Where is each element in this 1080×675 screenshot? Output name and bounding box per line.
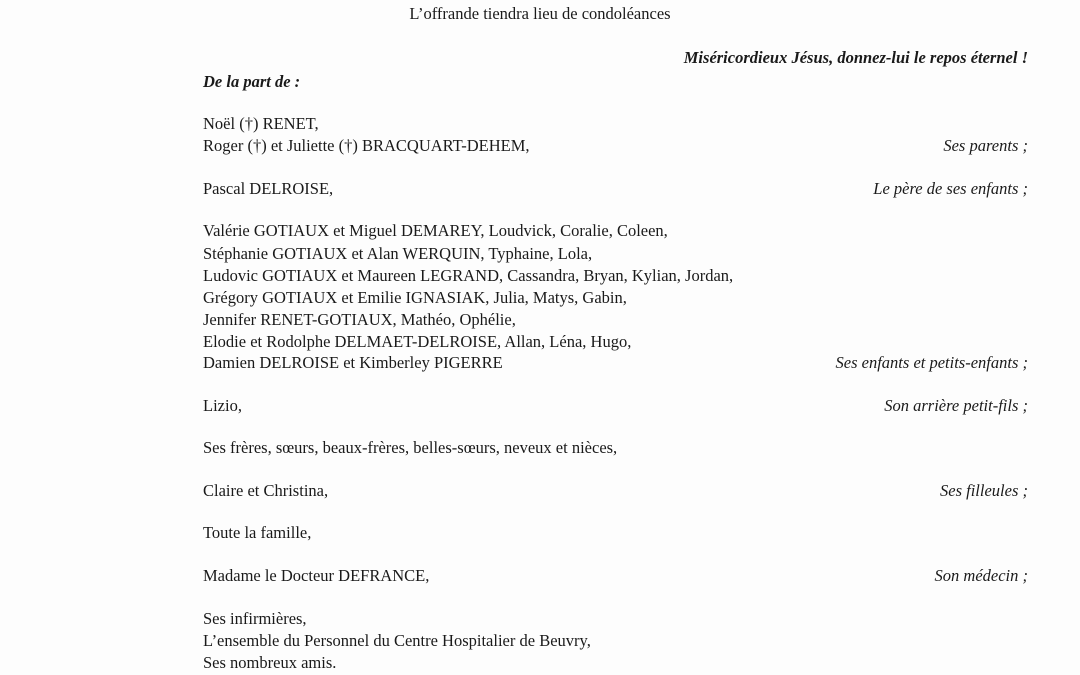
prayer: Miséricordieux Jésus, donnez-lui le repos éternel ! bbox=[683, 48, 1028, 67]
entry-line bbox=[203, 310, 1028, 330]
entry-relation: Ses parents ; bbox=[943, 136, 1028, 155]
entry-line bbox=[203, 244, 1028, 264]
from-line bbox=[203, 72, 1028, 92]
prayer-line bbox=[203, 48, 1028, 68]
entry-relation: Son arrière petit-fils ; bbox=[884, 396, 1028, 415]
entry-names: Valérie GOTIAUX et Miguel DEMAREY, Loudvick, Coralie, Coleen, bbox=[203, 221, 668, 240]
entry-names: Pascal DELROISE, bbox=[203, 179, 334, 198]
entry-names: Grégory GOTIAUX et Emilie IGNASIAK, Julia, Matys, Gabin, bbox=[203, 288, 627, 307]
entry-names: Jennifer RENET-GOTIAUX, Mathéo, Ophélie, bbox=[203, 310, 516, 329]
entry-line bbox=[203, 523, 1028, 543]
entry-line bbox=[203, 332, 1028, 352]
entry-line bbox=[203, 266, 1028, 286]
entry-names: Ludovic GOTIAUX et Maureen LEGRAND, Cassandra, Bryan, Kylian, Jordan, bbox=[203, 266, 734, 285]
offering-note: L’offrande tiendra lieu de condoléances bbox=[409, 4, 671, 23]
entry-names: Elodie et Rodolphe DELMAET-DELROISE, Allan, Léna, Hugo, bbox=[203, 332, 632, 351]
entry-relation: Ses filleules ; bbox=[940, 481, 1028, 500]
entry-line bbox=[203, 396, 1028, 416]
entry-names: Stéphanie GOTIAUX et Alan WERQUIN, Typhaine, Lola, bbox=[203, 244, 593, 263]
entry-names: Ses infirmières, bbox=[203, 609, 307, 628]
entry-line bbox=[203, 653, 1028, 673]
entry-names: Roger (†) et Juliette (†) BRACQUART-DEHEM, bbox=[203, 136, 530, 155]
entry-line bbox=[203, 136, 1028, 156]
entry-names: Ses nombreux amis. bbox=[203, 653, 337, 672]
entry-relation: Le père de ses enfants ; bbox=[873, 179, 1028, 198]
entry-names: L’ensemble du Personnel du Centre Hospitalier de Beuvry, bbox=[203, 631, 591, 650]
entry-line bbox=[203, 631, 1028, 651]
entry-names: Noël (†) RENET, bbox=[203, 114, 319, 133]
entry-names: Damien DELROISE et Kimberley PIGERRE bbox=[203, 353, 503, 372]
entry-names: Claire et Christina, bbox=[203, 481, 329, 500]
entry-names: Lizio, bbox=[203, 396, 242, 415]
entry-relation: Ses enfants et petits-enfants ; bbox=[835, 353, 1028, 372]
entry-names: Toute la famille, bbox=[203, 523, 312, 542]
entry-line bbox=[203, 566, 1028, 586]
from-label: De la part de : bbox=[203, 72, 301, 91]
entry-line bbox=[203, 481, 1028, 501]
entry-line bbox=[203, 288, 1028, 308]
entry-line bbox=[203, 438, 1028, 458]
entry-line bbox=[203, 353, 1028, 373]
entry-names: Ses frères, sœurs, beaux-frères, belles-sœurs, neveux et nièces, bbox=[203, 438, 618, 457]
entry-line bbox=[203, 609, 1028, 629]
entry-relation: Son médecin ; bbox=[934, 566, 1028, 585]
entry-names: Madame le Docteur DEFRANCE, bbox=[203, 566, 430, 585]
entry-line bbox=[203, 179, 1028, 199]
entry-line bbox=[203, 221, 1028, 241]
entry-line bbox=[203, 114, 1028, 134]
